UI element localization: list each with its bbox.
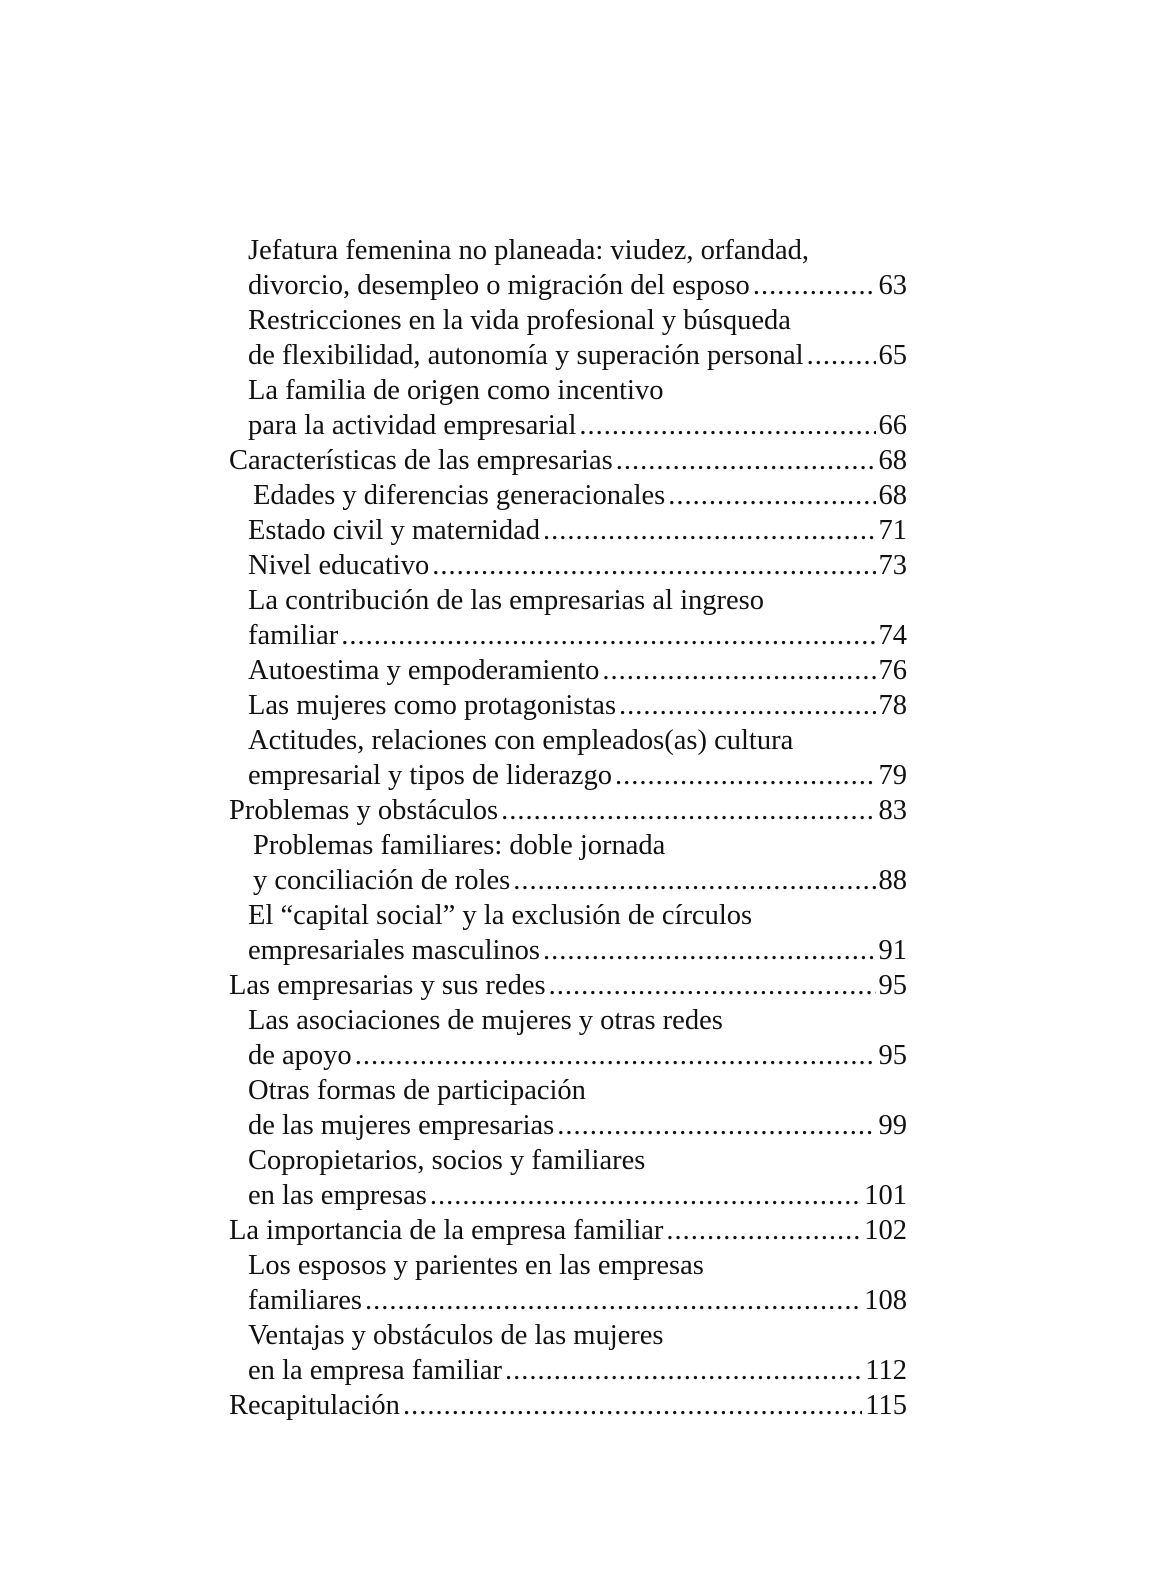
toc-entry	[229, 1318, 907, 1388]
toc-entry-title: La importancia de la empresa familiar	[229, 1215, 664, 1246]
toc-entry-final-line	[229, 1388, 907, 1423]
toc-entry-title: divorcio, desempleo o migración del esposo	[248, 270, 750, 301]
toc-entry-title-line: Las asociaciones de mujeres y otras redes	[248, 1005, 723, 1036]
toc-entry-page-number: 78	[878, 690, 907, 721]
toc-entry	[229, 898, 907, 968]
toc-entry-page-number: 68	[878, 480, 907, 511]
toc-entry-title: Nivel educativo	[248, 550, 430, 581]
toc-entry-title: familiar	[248, 620, 339, 651]
toc-entry-final-line	[229, 688, 907, 723]
toc-entry-page-number: 91	[878, 935, 907, 966]
dot-leader	[430, 1178, 861, 1213]
toc-entry-page-number: 76	[878, 655, 907, 686]
toc-entry-final-line	[229, 758, 907, 793]
toc-entry-title: Características de las empresarias	[229, 445, 613, 476]
toc-entry-title: Las empresarias y sus redes	[229, 970, 546, 1001]
toc-entry-page-number: 95	[878, 1040, 907, 1071]
dot-leader	[505, 1353, 862, 1388]
toc-entry-title-line: Copropietarios, socios y familiares	[248, 1145, 646, 1176]
toc-entry-final-line	[229, 863, 907, 898]
toc-entry-title-line: La contribución de las empresarias al ingreso	[248, 585, 764, 616]
dot-leader	[341, 618, 875, 653]
toc-entry-final-line	[229, 653, 907, 688]
toc-entry	[229, 583, 907, 653]
toc-entry-title: Estado civil y maternidad	[248, 515, 541, 546]
toc-entry	[229, 478, 907, 513]
toc-entry-title: en las empresas	[248, 1180, 427, 1211]
toc-entry-title: Edades y diferencias generacionales	[253, 480, 666, 511]
toc-entry-final-line	[229, 1038, 907, 1073]
toc-entry-page-number: 68	[878, 445, 907, 476]
toc-entry-page-number: 95	[878, 970, 907, 1001]
dot-leader	[619, 688, 875, 723]
toc-entry-final-line	[229, 968, 907, 1003]
toc-entry-title-line: El “capital social” y la exclusión de círculos	[248, 900, 753, 931]
toc-entry	[229, 1073, 907, 1143]
dot-leader	[616, 443, 876, 478]
dot-leader	[543, 513, 875, 548]
dot-leader	[501, 793, 875, 828]
toc-entry-final-line	[229, 513, 907, 548]
toc-entry-final-line	[229, 478, 907, 513]
toc-entry-title: familiares	[248, 1285, 362, 1316]
toc-entry-page-number: 66	[878, 410, 907, 441]
toc-entry	[229, 548, 907, 583]
toc-entry	[229, 1003, 907, 1073]
toc-entry-page-number: 74	[878, 620, 907, 651]
toc-entry	[229, 1143, 907, 1213]
toc-entry-page-number: 63	[878, 270, 907, 301]
toc-entry-page-number: 79	[878, 760, 907, 791]
toc-entry-final-line	[229, 1108, 907, 1143]
toc-entry-page-number: 88	[878, 865, 907, 896]
toc-entry-title: para la actividad empresarial	[248, 410, 577, 441]
dot-leader	[753, 268, 876, 303]
toc-entry	[229, 723, 907, 793]
toc-entry-final-line	[229, 1283, 907, 1318]
toc-entry-page-number: 115	[865, 1390, 907, 1421]
dot-leader	[432, 548, 875, 583]
toc-entry	[229, 793, 907, 828]
toc-entry	[229, 1248, 907, 1318]
toc-entry	[229, 1388, 907, 1423]
toc-entry-final-line	[229, 408, 907, 443]
dot-leader	[549, 968, 876, 1003]
toc-entry-final-line	[229, 548, 907, 583]
toc-entry-title: de apoyo	[248, 1040, 352, 1071]
toc-entry-title: en la empresa familiar	[248, 1355, 502, 1386]
dot-leader	[579, 408, 875, 443]
toc-entry-final-line	[229, 1178, 907, 1213]
toc-entry-title: empresariales masculinos	[248, 935, 541, 966]
dot-leader	[666, 1213, 861, 1248]
toc-entry-title-line: Otras formas de participación	[248, 1075, 586, 1106]
toc-entry	[229, 233, 907, 303]
dot-leader	[403, 1388, 862, 1423]
dot-leader	[668, 478, 875, 513]
toc-entry-title: Problemas y obstáculos	[229, 795, 499, 826]
dot-leader	[355, 1038, 876, 1073]
dot-leader	[807, 338, 876, 373]
toc-entry-final-line	[229, 1353, 907, 1388]
toc-entry	[229, 373, 907, 443]
toc-entry	[229, 828, 907, 898]
toc-entry	[229, 968, 907, 1003]
toc-entry	[229, 303, 907, 373]
toc-entry-title-line: Jefatura femenina no planeada: viudez, orfandad,	[248, 235, 810, 266]
toc-entry	[229, 1213, 907, 1248]
toc-entry-title: Recapitulación	[229, 1390, 400, 1421]
toc-entry-title-line: Actitudes, relaciones con empleados(as) cultura	[248, 725, 794, 756]
toc-entry	[229, 513, 907, 548]
toc-entry	[229, 443, 907, 478]
toc-entry-final-line	[229, 268, 907, 303]
toc-entry-title-line: Los esposos y parientes en las empresas	[248, 1250, 704, 1281]
toc-entry-title: y conciliación de roles	[253, 865, 511, 896]
toc-entry	[229, 653, 907, 688]
dot-leader	[602, 653, 875, 688]
toc-entry-title: empresarial y tipos de liderazgo	[248, 760, 613, 791]
toc-entry-final-line	[229, 338, 907, 373]
toc-entry-title-line: Ventajas y obstáculos de las mujeres	[248, 1320, 664, 1351]
dot-leader	[557, 1108, 875, 1143]
toc-entry-page-number: 99	[878, 1110, 907, 1141]
toc-entry-final-line	[229, 793, 907, 828]
toc-entry-title: de flexibilidad, autonomía y superación personal	[248, 340, 804, 371]
toc-entry-page-number: 83	[878, 795, 907, 826]
toc-entry	[229, 688, 907, 723]
toc-entry-title-line: La familia de origen como incentivo	[248, 375, 664, 406]
toc-entry-page-number: 101	[864, 1180, 907, 1211]
toc-entry-page-number: 65	[878, 340, 907, 371]
toc-entry-page-number: 73	[878, 550, 907, 581]
toc-entry-title: de las mujeres empresarias	[248, 1110, 555, 1141]
toc-entry-page-number: 112	[865, 1355, 907, 1386]
dot-leader	[513, 863, 875, 898]
dot-leader	[543, 933, 875, 968]
dot-leader	[615, 758, 875, 793]
dot-leader	[365, 1283, 861, 1318]
toc-entry-final-line	[229, 618, 907, 653]
toc-entry-page-number: 71	[878, 515, 907, 546]
toc-entry-title-line: Restricciones en la vida profesional y búsqueda	[248, 305, 791, 336]
toc-entry-page-number: 108	[864, 1285, 907, 1316]
toc-entry-title: Autoestima y empoderamiento	[248, 655, 600, 686]
table-of-contents	[229, 233, 907, 1423]
toc-entry-final-line	[229, 933, 907, 968]
toc-entry-final-line	[229, 1213, 907, 1248]
toc-entry-title-line: Problemas familiares: doble jornada	[253, 830, 666, 861]
toc-entry-page-number: 102	[864, 1215, 907, 1246]
toc-entry-final-line	[229, 443, 907, 478]
toc-entry-title: Las mujeres como protagonistas	[248, 690, 617, 721]
